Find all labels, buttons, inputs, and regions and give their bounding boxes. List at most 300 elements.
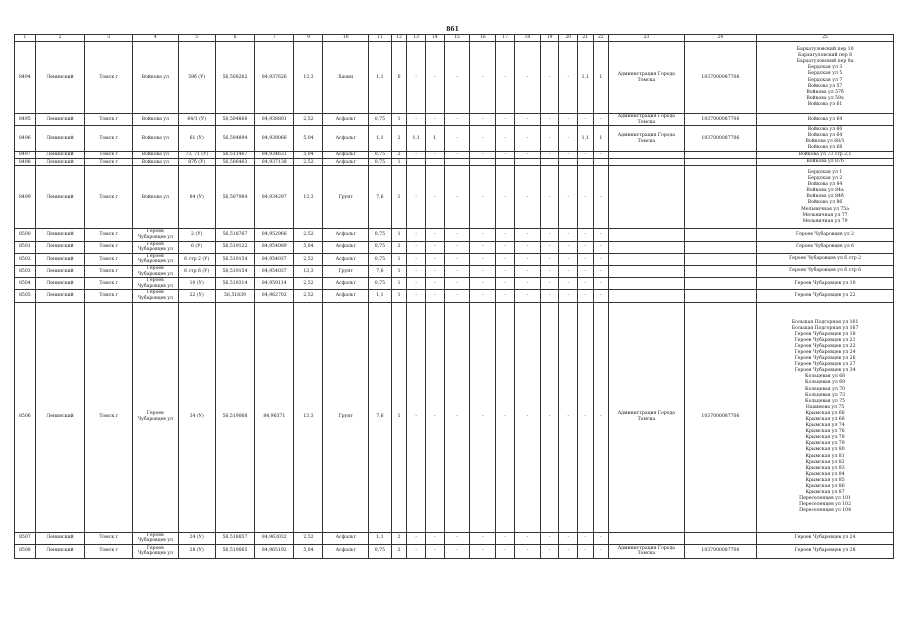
table-cell: - [578, 278, 594, 290]
table-cell: - [593, 241, 609, 253]
table-cell [609, 290, 685, 302]
table-cell: - [540, 42, 559, 114]
table-cell: 8494 [15, 42, 36, 114]
table-cell [609, 159, 685, 166]
table-cell: Ленинский [35, 42, 85, 114]
table-cell: 8506 [15, 302, 36, 532]
table-cell: - [407, 544, 426, 558]
table-cell: - [470, 152, 496, 159]
table-cell: 1037000087706 [684, 114, 756, 126]
address-line: Героев Чубаровцев ул 18 [794, 331, 856, 337]
table-cell: Героев Чубаровцев ул [133, 278, 179, 290]
address-list-cell [757, 126, 894, 152]
table-cell: 2 [391, 532, 407, 544]
table-cell: Томск г [85, 241, 133, 253]
table-cell: - [514, 278, 540, 290]
table-cell: Войкова ул [133, 152, 179, 159]
table-cell: Томск г [85, 302, 133, 532]
table-cell: 84,934631 [255, 152, 294, 159]
table-cell: - [578, 265, 594, 277]
table-row [15, 290, 894, 302]
table-row [15, 241, 894, 253]
column-number: 21 [578, 35, 594, 42]
table-cell: 1 [391, 253, 407, 265]
address-line: Крымская ул 80 [805, 447, 845, 453]
table-cell: - [578, 290, 594, 302]
table-cell: - [470, 532, 496, 544]
table-cell: Томск г [85, 253, 133, 265]
table-cell: - [425, 229, 444, 241]
table-cell: 1 [391, 114, 407, 126]
table-cell: - [496, 544, 515, 558]
table-cell: 6 (У) [178, 241, 215, 253]
table-cell: Грунт [323, 265, 369, 277]
table-cell: Асфальт [323, 241, 369, 253]
table-cell: - [470, 544, 496, 558]
table-cell: 8502 [15, 253, 36, 265]
table-cell: Томск г [85, 290, 133, 302]
table-cell: 2,52 [294, 114, 323, 126]
table-row [15, 166, 894, 229]
address-line: Крымская ул 84 [805, 471, 845, 477]
table-cell: - [496, 114, 515, 126]
table-cell: - [540, 544, 559, 558]
table-cell: Томск г [85, 159, 133, 166]
column-number: 25 [757, 35, 894, 42]
address-line: Войкова ул 86 [807, 200, 843, 206]
column-number: 11 [369, 35, 392, 42]
table-cell: 8508 [15, 544, 36, 558]
table-cell: 5,04 [294, 544, 323, 558]
table-cell: - [593, 253, 609, 265]
address-line: Кольцевая ул 70 [805, 386, 846, 392]
table-cell: Администрация Города Томска [609, 302, 685, 532]
table-cell: - [496, 532, 515, 544]
table-cell: - [593, 302, 609, 532]
table-cell: - [407, 152, 426, 159]
table-cell: 84 (У) [178, 166, 215, 229]
address-list-cell [757, 152, 894, 159]
table-cell: 59б (У) [178, 42, 215, 114]
table-cell [609, 229, 685, 241]
table-cell: Томск г [85, 532, 133, 544]
table-cell: - [470, 253, 496, 265]
table-cell: 0,75 [369, 278, 392, 290]
column-number: 14 [425, 35, 444, 42]
column-number: 10 [323, 35, 369, 42]
table-cell: - [425, 241, 444, 253]
table-cell: - [593, 265, 609, 277]
table-cell: - [444, 302, 470, 532]
table-cell: 84,938801 [255, 114, 294, 126]
table-cell: - [559, 42, 578, 114]
table-row [15, 42, 894, 114]
address-line: Крымская ул 82 [805, 459, 845, 465]
address-line: Бархатуловский пер 8а [796, 59, 854, 65]
address-list-cell [757, 532, 894, 544]
address-line: Крымская ул 79 [805, 441, 845, 447]
table-cell [684, 152, 756, 159]
address-line: Крымская ул 87 [805, 490, 845, 496]
table-cell: 56,508262 [215, 42, 254, 114]
table-cell: - [470, 229, 496, 241]
table-cell: - [407, 229, 426, 241]
column-number: 15 [444, 35, 470, 42]
table-cell: - [593, 229, 609, 241]
column-number: 4 [133, 35, 179, 42]
table-cell: 84,963032 [255, 532, 294, 544]
table-cell: 56,506463 [215, 159, 254, 166]
table-cell: - [470, 302, 496, 532]
table-cell: - [593, 166, 609, 229]
address-line: Войкова ул 84 [807, 182, 843, 188]
table-cell: Томск г [85, 42, 133, 114]
table-cell: - [514, 302, 540, 532]
table-cell: - [514, 152, 540, 159]
table-cell: Войкова ул [133, 114, 179, 126]
table-cell [684, 253, 756, 265]
table-cell: Администрация Города Томска [609, 42, 685, 114]
table-cell: - [444, 290, 470, 302]
table-row [15, 159, 894, 166]
table-cell [609, 265, 685, 277]
table-cell: Асфальт [323, 114, 369, 126]
address-line: Войкова ул 68/1 [805, 138, 845, 144]
table-cell: Асфальт [323, 159, 369, 166]
table-cell [540, 159, 559, 166]
table-cell: 8495 [15, 114, 36, 126]
table-cell: Героев Чубаровцев ул [133, 253, 179, 265]
table-cell [684, 290, 756, 302]
table-cell [609, 253, 685, 265]
table-cell: Ленинский [35, 532, 85, 544]
address-line: Крымская ул 86 [805, 484, 845, 490]
table-cell: 2 (У) [178, 229, 215, 241]
address-line: Крымская ул 76 [805, 429, 845, 435]
table-cell: 56,507984 [215, 166, 254, 229]
table-cell: - [559, 290, 578, 302]
table-cell: 5,04 [294, 126, 323, 152]
column-number: 16 [470, 35, 496, 42]
table-cell: Войкова ул [133, 126, 179, 152]
table-cell: Войкова ул [133, 42, 179, 114]
table-cell: - [514, 114, 540, 126]
table-cell: - [425, 42, 444, 114]
table-cell: - [593, 544, 609, 558]
address-line: Войкова ул 57б [806, 89, 844, 95]
column-number: 3 [85, 35, 133, 42]
address-list-cell [757, 42, 894, 114]
table-cell [407, 159, 426, 166]
address-line: Героев Чубаровцев ул 22 [794, 292, 856, 298]
table-cell: - [540, 241, 559, 253]
column-number: 1 [15, 35, 36, 42]
table-cell: - [578, 152, 594, 159]
table-cell: - [496, 241, 515, 253]
table-cell: Героев Чубаровцев ул [133, 229, 179, 241]
table-cell: 1 [425, 126, 444, 152]
table-cell: Томск г [85, 278, 133, 290]
address-line: Бердская ул 1 [807, 169, 843, 175]
table-cell: - [514, 544, 540, 558]
table-cell: 2 [391, 241, 407, 253]
table-cell [684, 278, 756, 290]
table-cell: 2,52 [294, 229, 323, 241]
table-cell: - [496, 152, 515, 159]
table-cell: Грунт [323, 166, 369, 229]
table-cell: - [514, 290, 540, 302]
table-cell: - [425, 290, 444, 302]
table-cell: - [514, 166, 540, 229]
table-cell: 8505 [15, 290, 36, 302]
table-row [15, 278, 894, 290]
table-cell: Ленинский [35, 265, 85, 277]
table-cell: Асфальт [323, 126, 369, 152]
table-cell: 84,937138 [255, 159, 294, 166]
address-line: Переселенцев ул 102 [799, 502, 852, 508]
table-cell: 56,504868 [215, 114, 254, 126]
table-cell: - [514, 265, 540, 277]
table-cell: 1,1 [578, 42, 594, 114]
address-line: Крымская ул 78 [805, 435, 845, 441]
table-cell [609, 166, 685, 229]
table-cell: 56,518857 [215, 532, 254, 544]
table-cell: 5,04 [294, 152, 323, 159]
column-number: 5 [178, 35, 215, 42]
table-cell: - [425, 265, 444, 277]
table-row [15, 302, 894, 532]
table-cell: 8500 [15, 229, 36, 241]
address-line: Мельничная ул 77 [802, 212, 848, 218]
table-cell: - [407, 166, 426, 229]
address-list-cell [757, 166, 894, 229]
table-cell: 7,6 [369, 302, 392, 532]
table-cell: - [444, 265, 470, 277]
table-cell [684, 265, 756, 277]
table-cell: - [578, 532, 594, 544]
table-cell: 56,519065 [215, 544, 254, 558]
table-cell: - [540, 114, 559, 126]
table-cell: 6 [391, 42, 407, 114]
address-line: Большая Подгорная ул 167 [791, 325, 859, 331]
table-cell: 2,52 [294, 253, 323, 265]
table-cell: 34 (У) [178, 302, 215, 532]
table-cell: - [407, 302, 426, 532]
table-cell: Асфальт [323, 290, 369, 302]
address-line: Войкова ул 68 [807, 144, 843, 150]
address-line: Героев Чубаровцев ул 2 [796, 231, 855, 237]
table-cell: - [514, 126, 540, 152]
address-list-cell [757, 253, 894, 265]
table-cell: - [593, 152, 609, 159]
table-cell: 10 (У) [178, 278, 215, 290]
table-cell [425, 159, 444, 166]
table-cell: 2 [391, 544, 407, 558]
column-number: 17 [496, 35, 515, 42]
table-cell: 56,51839 [215, 290, 254, 302]
table-cell: - [425, 544, 444, 558]
table-row [15, 126, 894, 152]
table-cell: - [559, 114, 578, 126]
table-cell [609, 278, 685, 290]
address-line: Героев Чубаровцев ул 6 стр 6 [789, 268, 862, 274]
table-cell: 1,1 [369, 290, 392, 302]
column-number: 12 [391, 35, 407, 42]
table-cell: Администрация Города Томска [609, 544, 685, 558]
address-line: Героев Чубаровцев ул 28 [794, 548, 856, 554]
table-cell: - [559, 302, 578, 532]
address-line: Героев Чубаровцев ул 10 [794, 280, 856, 286]
table-cell: 1 [391, 302, 407, 532]
address-list-cell [757, 278, 894, 290]
table-cell: 84,954037 [255, 265, 294, 277]
table-cell: 84,954089 [255, 241, 294, 253]
column-number: 13 [407, 35, 426, 42]
address-line: Героев Чубаровцев ул 22 [794, 343, 856, 349]
table-cell: 84,939066 [255, 126, 294, 152]
column-number: 2 [35, 35, 85, 42]
table-cell: Героев Чубаровцев ул [133, 265, 179, 277]
address-line: Большая Подгорная ул 161 [791, 319, 859, 325]
table-cell: 13,3 [294, 302, 323, 532]
table-cell: - [444, 278, 470, 290]
table-cell: Хаоин [323, 42, 369, 114]
address-line: Бердская ул 2 [807, 176, 843, 182]
table-cell: Героев Чубаровцев ул [133, 290, 179, 302]
table-cell: 2,52 [294, 290, 323, 302]
table-cell: - [578, 166, 594, 229]
table-cell: - [444, 253, 470, 265]
address-line: Войкова ул 61 [807, 101, 843, 107]
address-line: Нахимова ул 75 [805, 404, 845, 410]
table-cell: 1037000087706 [684, 126, 756, 152]
table-cell: Томск г [85, 544, 133, 558]
table-cell: - [593, 290, 609, 302]
table-row [15, 114, 894, 126]
address-line: Кольцевая ул 68 [805, 374, 846, 380]
address-line: Войкова ул 84а [806, 188, 844, 194]
table-cell: 1 [391, 229, 407, 241]
table-cell: - [559, 166, 578, 229]
table-cell: 1037000087706 [684, 544, 756, 558]
table-cell: Асфальт [323, 532, 369, 544]
table-cell [684, 166, 756, 229]
table-cell: - [444, 152, 470, 159]
table-cell [609, 532, 685, 544]
table-cell: Грунт [323, 302, 369, 532]
address-line: Крымская ул 81 [805, 453, 845, 459]
table-cell: 6 стр 2 (У) [178, 253, 215, 265]
address-list-cell [757, 241, 894, 253]
table-cell: 0,75 [369, 114, 392, 126]
table-cell: - [407, 114, 426, 126]
table-cell: 2 [391, 126, 407, 152]
address-line: Кольцевая ул 69 [805, 380, 846, 386]
address-list-cell [757, 290, 894, 302]
table-cell: - [470, 241, 496, 253]
column-number: 24 [684, 35, 756, 42]
address-line: Героев Чубаровцев ул 24 [794, 535, 856, 541]
address-line: Войкова ул 87б [806, 159, 844, 165]
table-cell: 84,965192 [255, 544, 294, 558]
table-cell: 6 стр 6 (У) [178, 265, 215, 277]
address-list-cell [757, 229, 894, 241]
address-line: Крымская ул 66 [805, 410, 845, 416]
address-line: Кольцевая ул 73 [805, 392, 846, 398]
table-cell: 13,3 [294, 265, 323, 277]
table-cell: - [444, 532, 470, 544]
table-cell: - [425, 278, 444, 290]
table-cell: - [514, 253, 540, 265]
table-cell: - [496, 265, 515, 277]
column-number: 9 [294, 35, 323, 42]
table-cell [684, 159, 756, 166]
table-cell: 1037000087706 [684, 302, 756, 532]
table-cell: Томск г [85, 265, 133, 277]
table-cell: - [444, 229, 470, 241]
table-cell [684, 229, 756, 241]
container-register-table [14, 34, 894, 559]
address-line: Бархатуловский пер 8 [798, 53, 853, 59]
address-line: Героев Чубаровцев ул 6 стр 2 [789, 256, 862, 262]
table-cell: Ленинский [35, 114, 85, 126]
table-cell: 2,52 [294, 159, 323, 166]
address-line: Войкова ул 64 [807, 132, 843, 138]
table-cell: - [540, 532, 559, 544]
address-line: Переселенцев ул 101 [799, 496, 852, 502]
table-cell: - [425, 532, 444, 544]
table-cell [684, 532, 756, 544]
table-cell: - [496, 302, 515, 532]
table-cell: - [444, 166, 470, 229]
table-cell: 8503 [15, 265, 36, 277]
address-line: Переселенцев ул 104 [799, 508, 852, 514]
table-cell: - [559, 265, 578, 277]
address-line: Войкова ул 73 стр 2,1 [798, 152, 852, 158]
table-cell: 1,1 [578, 126, 594, 152]
table-cell: 84,952966 [255, 229, 294, 241]
table-cell [559, 159, 578, 166]
table-cell: 8501 [15, 241, 36, 253]
table-cell: 1 [391, 166, 407, 229]
table-cell: - [514, 229, 540, 241]
table-cell: 84,954037 [255, 253, 294, 265]
table-cell: - [470, 126, 496, 152]
table-cell: Асфальт [323, 278, 369, 290]
table-cell: - [407, 241, 426, 253]
page-number: 861 [446, 26, 459, 33]
table-cell: - [559, 241, 578, 253]
table-cell: Асфальт [323, 229, 369, 241]
address-list-cell [757, 302, 894, 532]
table-cell: - [514, 241, 540, 253]
address-line: Войкова ул 60 [807, 126, 843, 132]
table-cell: 7,6 [369, 265, 392, 277]
table-cell: 56,518767 [215, 229, 254, 241]
table-cell: - [496, 42, 515, 114]
table-cell: 5,04 [294, 241, 323, 253]
table-cell: - [407, 265, 426, 277]
address-line: Бархатуловский пер 10 [796, 47, 854, 53]
table-cell: 0,75 [369, 253, 392, 265]
table-cell: - [578, 114, 594, 126]
table-cell: 1037000087706 [684, 42, 756, 114]
address-line: Мельничная ул 75а [801, 206, 849, 212]
address-line: Бердская ул 3 [807, 65, 843, 71]
table-cell: Асфальт [323, 152, 369, 159]
table-cell: - [496, 166, 515, 229]
table-cell: 8504 [15, 278, 36, 290]
